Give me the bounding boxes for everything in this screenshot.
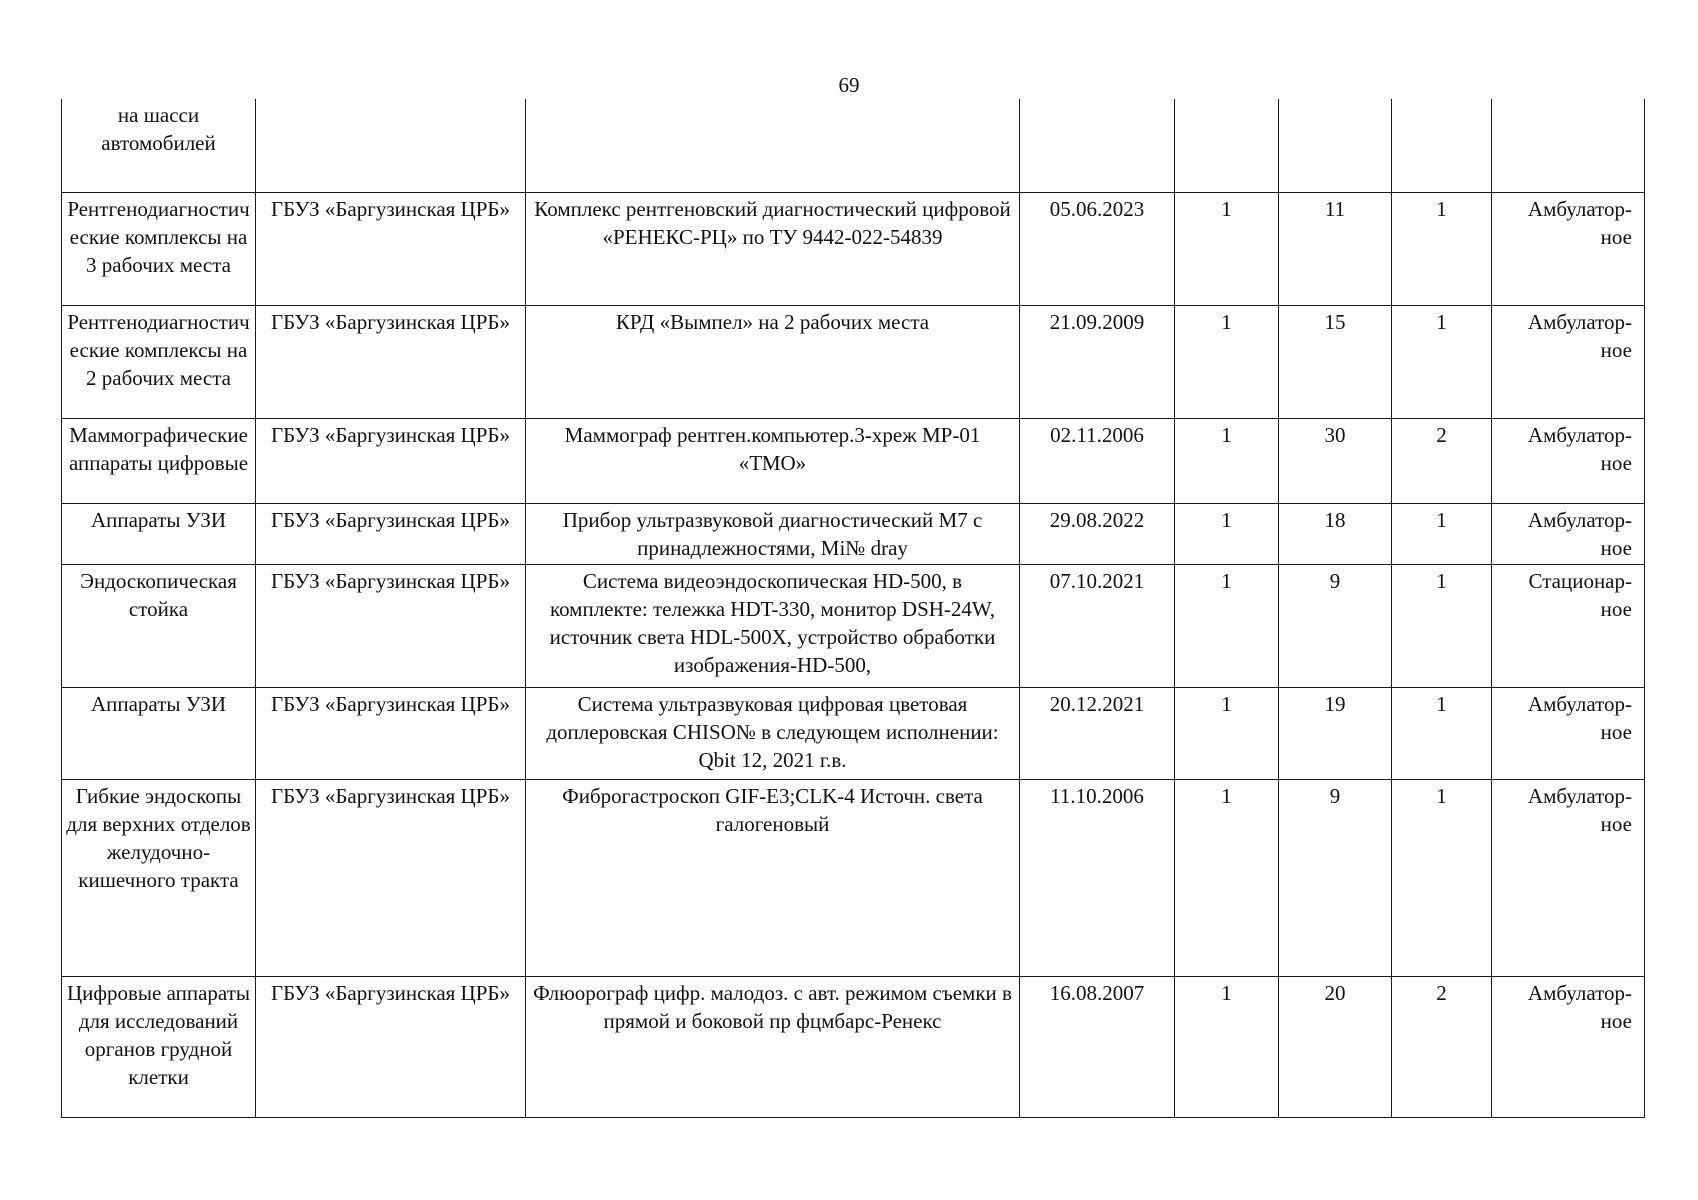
cell-usage-type: Амбулатор-ное [1492,976,1645,1117]
cell-equipment-type: Рентгенодиагностические комплексы на 2 рабочих места [62,305,256,418]
cell-value: 1 [1392,192,1492,305]
cell-years: 18 [1279,503,1392,564]
cell-organization: ГБУЗ «Баргузинская ЦРБ» [256,564,526,687]
cell-equipment-type: Маммографические аппараты цифровые [62,418,256,503]
table-row [62,564,1645,687]
cell-organization: ГБУЗ «Баргузинская ЦРБ» [256,418,526,503]
cell-model [526,99,1020,192]
cell-value: 2 [1392,976,1492,1117]
cell-count: 1 [1175,976,1279,1117]
table-row [62,976,1645,1117]
cell-years: 11 [1279,192,1392,305]
cell-model: КРД «Вымпел» на 2 рабочих места [526,305,1020,418]
cell-usage-type: Амбулатор-ное [1492,418,1645,503]
cell-organization: ГБУЗ «Баргузинская ЦРБ» [256,192,526,305]
cell-equipment-type: Цифровые аппараты для исследований органов грудной клетки [62,976,256,1117]
table-row [62,418,1645,503]
cell-date [1020,99,1175,192]
cell-model: Комплекс рентгеновский диагностический цифровой «РЕНЕКС-РЦ» по ТУ 9442-022-54839 [526,192,1020,305]
cell-equipment-type: Эндоскопическая стойка [62,564,256,687]
cell-date: 16.08.2007 [1020,976,1175,1117]
equipment-table [61,99,1645,1118]
table-row [62,779,1645,976]
cell-value: 1 [1392,779,1492,976]
cell-years: 9 [1279,564,1392,687]
cell-usage-type: Амбулатор-ное [1492,305,1645,418]
cell-equipment-type: на шасси автомобилей [62,99,256,192]
table-body [62,99,1645,1117]
cell-count [1175,99,1279,192]
cell-value: 1 [1392,687,1492,779]
cell-usage-type: Амбулатор-ное [1492,687,1645,779]
cell-value [1392,99,1492,192]
cell-date: 07.10.2021 [1020,564,1175,687]
cell-usage-type: Стационар-ное [1492,564,1645,687]
cell-value: 1 [1392,305,1492,418]
cell-organization: ГБУЗ «Баргузинская ЦРБ» [256,976,526,1117]
table-row [62,99,1645,192]
cell-count: 1 [1175,418,1279,503]
cell-equipment-type: Рентгенодиагностические комплексы на 3 рабочих места [62,192,256,305]
cell-model: Флюорограф цифр. малодоз. с авт. режимом съемки в прямой и боковой пр фцмбарс-Ренекс [526,976,1020,1117]
cell-model: Система видеоэндоскопическая HD-500, в комплекте: тележка HDT-330, монитор DSH-24W, источник света HDL-500X, устройство обработки изображения-HD-500, [526,564,1020,687]
cell-organization: ГБУЗ «Баргузинская ЦРБ» [256,687,526,779]
cell-count: 1 [1175,192,1279,305]
table-row [62,192,1645,305]
cell-organization: ГБУЗ «Баргузинская ЦРБ» [256,779,526,976]
cell-date: 11.10.2006 [1020,779,1175,976]
cell-equipment-type: Аппараты УЗИ [62,687,256,779]
cell-date: 21.09.2009 [1020,305,1175,418]
cell-years: 30 [1279,418,1392,503]
cell-date: 20.12.2021 [1020,687,1175,779]
cell-value: 2 [1392,418,1492,503]
cell-model: Система ультразвуковая цифровая цветовая доплеровская CHISO№ в следующем исполнении: Qbit 12, 2021 г.в. [526,687,1020,779]
cell-model: Прибор ультразвуковой диагностический М7 с принадлежностями, Mi№ dray [526,503,1020,564]
page-number: 69 [838,73,860,97]
cell-organization: ГБУЗ «Баргузинская ЦРБ» [256,305,526,418]
cell-years: 19 [1279,687,1392,779]
cell-usage-type: Амбулатор-ное [1492,779,1645,976]
cell-date: 29.08.2022 [1020,503,1175,564]
cell-organization [256,99,526,192]
cell-years: 20 [1279,976,1392,1117]
cell-count: 1 [1175,503,1279,564]
cell-model: Фиброгастроскоп GIF-E3;CLK-4 Источн. света галогеновый [526,779,1020,976]
cell-count: 1 [1175,564,1279,687]
table-row [62,687,1645,779]
table-row [62,305,1645,418]
cell-count: 1 [1175,779,1279,976]
cell-model: Маммограф рентген.компьютер.3-хреж МР-01 «ТМО» [526,418,1020,503]
cell-years: 15 [1279,305,1392,418]
cell-usage-type [1492,99,1645,192]
cell-date: 05.06.2023 [1020,192,1175,305]
cell-equipment-type: Гибкие эндоскопы для верхних отделов желудочно-кишечного тракта [62,779,256,976]
cell-years: 9 [1279,779,1392,976]
cell-value: 1 [1392,503,1492,564]
cell-equipment-type: Аппараты УЗИ [62,503,256,564]
cell-date: 02.11.2006 [1020,418,1175,503]
cell-count: 1 [1175,687,1279,779]
cell-count: 1 [1175,305,1279,418]
cell-value: 1 [1392,564,1492,687]
cell-usage-type: Амбулатор-ное [1492,192,1645,305]
table-row [62,503,1645,564]
cell-years [1279,99,1392,192]
cell-usage-type: Амбулатор-ное [1492,503,1645,564]
cell-organization: ГБУЗ «Баргузинская ЦРБ» [256,503,526,564]
